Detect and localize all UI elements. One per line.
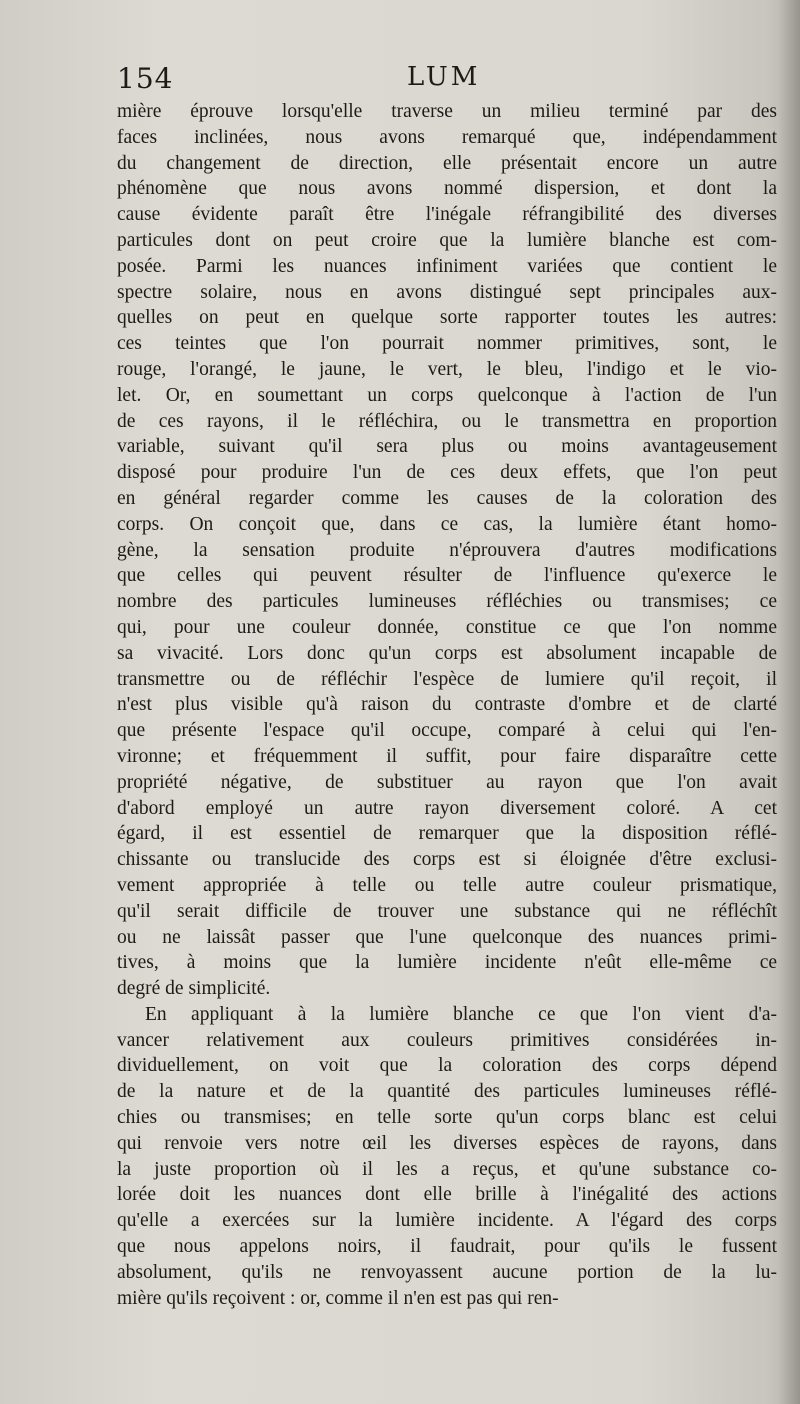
page-number: 154 (117, 62, 174, 95)
text-line: phénomène que nous avons nommé dispersion, et dont la (117, 178, 777, 200)
text-line: rouge, l'orangé, le jaune, le vert, le bleu, l'indigo et le vio- (117, 358, 777, 380)
text-line: vironne; et fréquemment il suffit, pour faire disparaître cette (117, 745, 777, 767)
text-line: de la nature et de la quantité des particules lumineuses réflé- (117, 1081, 777, 1103)
text-line: En appliquant à la lumière blanche ce que l'on vient d'a- (145, 1003, 777, 1025)
running-title: LUM (407, 62, 481, 92)
text-line: mière qu'ils reçoivent : or, comme il n'en est pas qui ren- (117, 1287, 559, 1309)
text-line: qu'il serait difficile de trouver une substance qui ne réfléchît (117, 900, 777, 922)
text-line: en général regarder comme les causes de la coloration des (117, 487, 777, 509)
body-text (117, 99, 777, 1311)
text-line: chissante ou translucide des corps est si éloignée d'être exclusi- (117, 849, 777, 871)
text-line: quelles on peut en quelque sorte rapporter toutes les autres: (117, 307, 777, 329)
text-line: vement appropriée à telle ou telle autre couleur prismatique, (117, 874, 777, 896)
text-line: variable, suivant qu'il sera plus ou moins avantageusement (117, 436, 777, 458)
text-line: gène, la sensation produite n'éprouvera d'autres modifications (117, 539, 777, 561)
text-line: la juste proportion où il les a reçus, et qu'une substance co- (117, 1158, 777, 1180)
text-line: let. Or, en soumettant un corps quelconque à l'action de l'un (117, 384, 777, 406)
text-line: corps. On conçoit que, dans ce cas, la lumière étant homo- (117, 513, 777, 535)
text-line: qu'elle a exercées sur la lumière incidente. A l'égard des corps (117, 1210, 777, 1232)
text-line: ou ne laissât passer que l'une quelconque des nuances primi- (117, 926, 777, 948)
text-line: que nous appelons noirs, il faudrait, pour qu'ils le fussent (117, 1236, 777, 1258)
text-line: posée. Parmi les nuances infiniment variées que contient le (117, 255, 777, 277)
text-line: nombre des particules lumineuses réfléchies ou transmises; ce (117, 591, 777, 613)
text-line: transmettre ou de réfléchir l'espèce de lumiere qu'il reçoit, il (117, 668, 777, 690)
page-edge-shadow (778, 0, 800, 1404)
text-line: que celles qui peuvent résulter de l'influence qu'exerce le (117, 565, 777, 587)
text-line: de ces rayons, il le réfléchira, ou le transmettra en proportion (117, 410, 777, 432)
text-line: disposé pour produire l'un de ces deux effets, que l'on peut (117, 462, 777, 484)
text-line: qui renvoie vers notre œil les diverses espèces de rayons, dans (117, 1132, 777, 1154)
text-line: n'est plus visible qu'à raison du contraste d'ombre et de clarté (117, 694, 777, 716)
text-line: faces inclinées, nous avons remarqué que, indépendamment (117, 126, 777, 148)
running-head (117, 62, 777, 98)
text-line: du changement de direction, elle présentait encore un autre (117, 152, 777, 174)
text-line: cause évidente paraît être l'inégale réfrangibilité des diverses (117, 204, 777, 226)
text-line: ces teintes que l'on pourrait nommer primitives, sont, le (117, 333, 777, 355)
text-line: sa vivacité. Lors donc qu'un corps est absolument incapable de (117, 642, 777, 664)
text-line: degré de simplicité. (117, 978, 271, 1000)
text-line: qui, pour une couleur donnée, constitue ce que l'on nomme (117, 616, 777, 638)
text-line: dividuellement, on voit que la coloration des corps dépend (117, 1055, 777, 1077)
text-line: égard, il est essentiel de remarquer que la disposition réflé- (117, 823, 777, 845)
text-line: que présente l'espace qu'il occupe, comparé à celui qui l'en- (117, 720, 777, 742)
text-line: spectre solaire, nous en avons distingué sept principales aux- (117, 281, 777, 303)
text-line: particules dont on peut croire que la lumière blanche est com- (117, 229, 777, 251)
text-line: tives, à moins que la lumière incidente n'eût elle-même ce (117, 952, 777, 974)
text-line: chies ou transmises; en telle sorte qu'un corps blanc est celui (117, 1107, 777, 1129)
text-line: lorée doit les nuances dont elle brille à l'inégalité des actions (117, 1184, 777, 1206)
text-line: mière éprouve lorsqu'elle traverse un milieu terminé par des (117, 101, 777, 122)
text-line: propriété négative, de substituer au rayon que l'on avait (117, 771, 777, 793)
text-line: absolument, qu'ils ne renvoyassent aucune portion de la lu- (117, 1261, 777, 1283)
text-line: vancer relativement aux couleurs primitives considérées in- (117, 1029, 777, 1051)
text-line: d'abord employé un autre rayon diversement coloré. A cet (117, 797, 777, 819)
